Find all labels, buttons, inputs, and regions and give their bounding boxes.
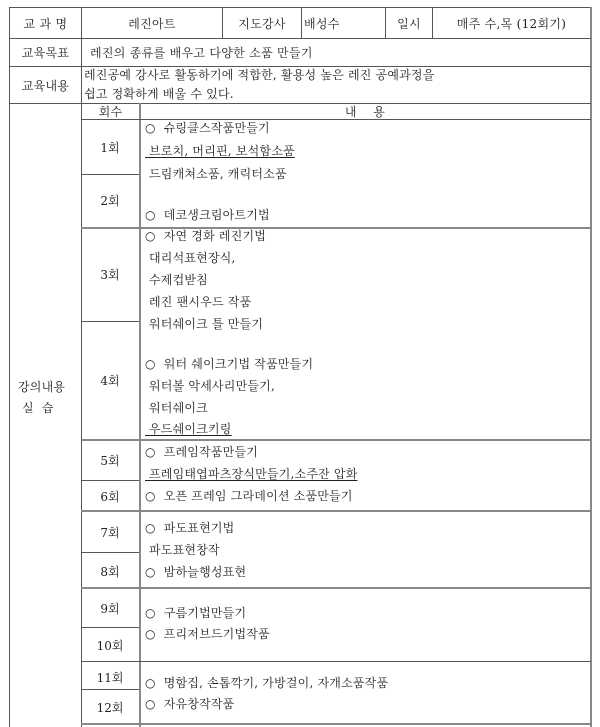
instructor-value: 배성수 [304, 16, 340, 31]
session-2: 2회 [100, 194, 120, 208]
session-10: 10회 [96, 639, 124, 653]
session-divider [81, 689, 139, 690]
list-item: 수제컵받침 [145, 273, 208, 287]
session-3: 3회 [100, 268, 120, 282]
list-item: 워터쉐이크 틀 만들기 [145, 317, 264, 331]
session-8: 8회 [100, 565, 120, 579]
session-divider [81, 627, 139, 628]
list-item: ○ 데코생크림아트기법 [145, 208, 270, 222]
session-divider [81, 480, 139, 481]
goal-label: 교육목표 [21, 46, 70, 60]
list-item: ○ 밤하늘행성표현 [145, 565, 247, 579]
col-divider [139, 103, 141, 727]
group-divider [81, 439, 591, 441]
list-item: 드림캐쳐소품, 캐릭터소품 [145, 167, 287, 181]
session-1: 1회 [100, 141, 120, 155]
content-label: 교육내용 [21, 78, 70, 93]
list-item: 레진 팬시우드 작품 [145, 295, 252, 309]
table-border-left [9, 7, 10, 727]
list-item: ○ 워터 쉐이크기법 작품만들기 [145, 357, 314, 371]
goal-value: 레진의 종류를 배우고 다양한 소품 만들기 [90, 46, 313, 60]
lecture-label-line2: 실 습 [22, 401, 54, 415]
course-label: 교 과 명 [23, 16, 68, 31]
session-6: 6회 [100, 490, 120, 504]
list-item: ○ 명함집, 손톱깍기, 가방걸이, 자개소품작품 [145, 676, 389, 690]
session-divider [81, 174, 139, 175]
schedule-value: 매주 수,목 (12회기) [456, 16, 567, 31]
list-item: 워터볼 악세사리만들기, [145, 379, 275, 393]
column-header-content: 내 용 [344, 104, 386, 119]
session-5: 5회 [100, 454, 120, 468]
schedule-label: 일시 [397, 16, 421, 31]
row-divider [81, 119, 591, 120]
session-divider [81, 552, 139, 553]
list-item: ○ 구름기법만들기 [145, 606, 247, 620]
lecture-label-line1: 강의내용 [18, 380, 66, 394]
list-item: ○ 자연 경화 레진기법 [145, 229, 267, 243]
list-item: ○ 프리저브드기법작품 [145, 627, 270, 641]
instructor-label: 지도강사 [238, 16, 286, 31]
column-header-session: 회수 [98, 104, 123, 119]
list-item: 워터쉐이크 [145, 401, 208, 415]
session-11: 11회 [96, 671, 124, 685]
course-value: 레진아트 [128, 16, 176, 31]
list-item: 대리석표현장식, [145, 251, 236, 265]
list-item: 우드쉐이크키링 [145, 422, 232, 436]
list-item: ○ 오픈 프레임 그라데이션 소품만들기 [145, 489, 353, 503]
list-item: ○ 자유창작작품 [145, 697, 235, 711]
group-divider [81, 510, 591, 512]
table-border-right [590, 7, 592, 727]
list-item: 파도표현창작 [145, 543, 220, 557]
group-divider [81, 723, 591, 725]
content-line-2: 쉽고 정확하게 배울 수 있다. [84, 87, 234, 101]
list-item: 브로치, 머리핀, 보석함소품 [145, 144, 295, 158]
list-item: 프레임태엽파츠장식만들기,소주잔 압화 [145, 467, 358, 481]
session-9: 9회 [100, 602, 120, 616]
session-4: 4회 [100, 374, 120, 388]
group-divider [81, 587, 591, 589]
list-item: ○ 파도표현기법 [145, 521, 235, 535]
session-12: 12회 [96, 701, 124, 715]
group-divider [81, 661, 591, 662]
session-divider [81, 321, 139, 322]
session-7: 7회 [100, 526, 120, 540]
list-item: ○ 프레임작품만들기 [145, 445, 259, 459]
content-line-1: 레진공예 강사로 활동하기에 적합한, 활용성 높은 레진 공예과정을 [84, 68, 435, 82]
list-item: ○ 슈링클스작품만들기 [145, 121, 270, 135]
row-divider [9, 66, 591, 67]
